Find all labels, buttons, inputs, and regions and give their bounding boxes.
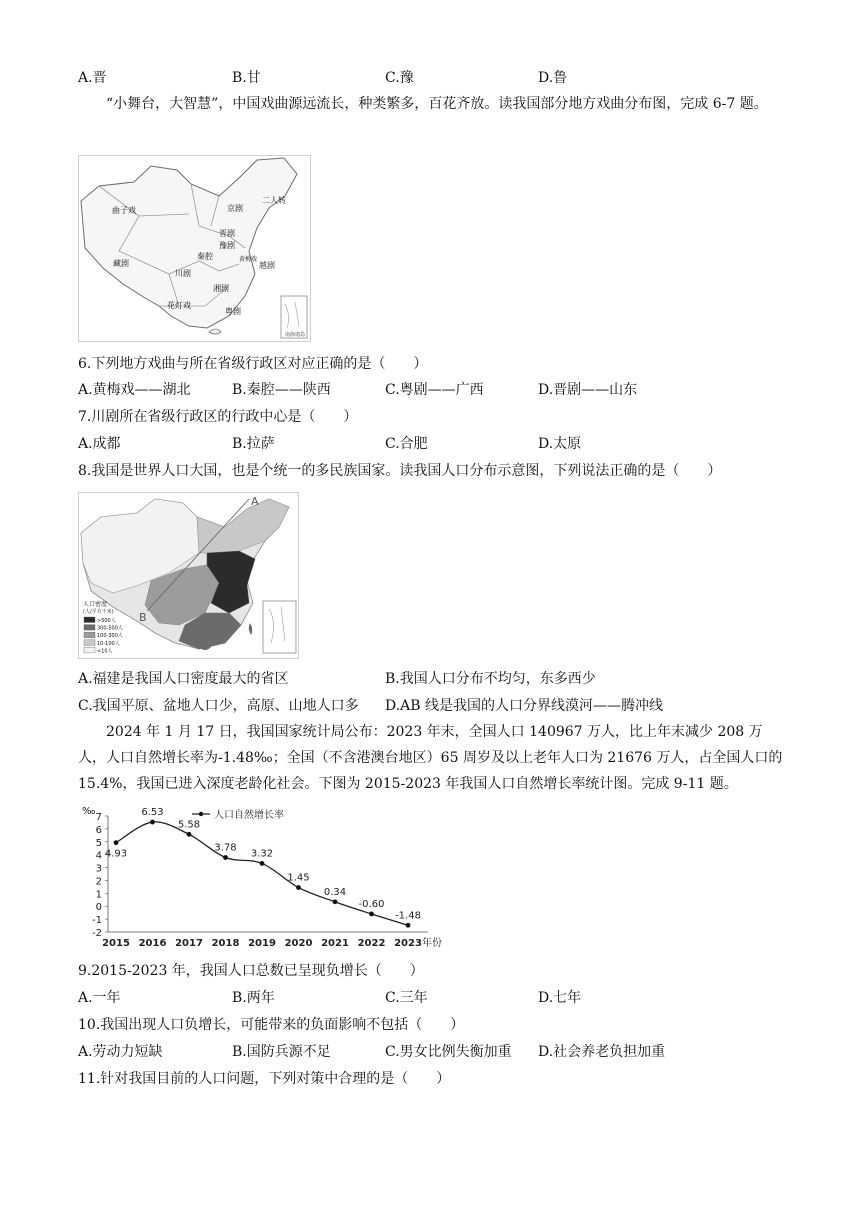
q6-option-d: D.晋剧——山东: [538, 382, 638, 398]
data-point: [223, 855, 228, 860]
opera-label-jingju: 京剧: [227, 204, 243, 213]
opera-map-figure: [78, 155, 311, 342]
x-tick-label: 2021: [321, 938, 349, 949]
legend-title: 人口密度: [83, 601, 108, 608]
x-tick-label: 2022: [357, 938, 386, 949]
data-label: 0.34: [323, 886, 347, 898]
q7-option-b: B.拉萨: [232, 436, 275, 452]
q11-stem: 11.针对我国目前的人口问题，下列对策中合理的是（ ）: [78, 1071, 451, 1087]
q8-option-a: A.福建是我国人口密度最大的省区: [78, 671, 289, 687]
y-tick-label: 5: [95, 837, 102, 849]
q10-option-c: C.男女比例失衡加重: [385, 1044, 512, 1060]
opera-label-yuju: 豫剧: [219, 241, 235, 250]
legend-swatch: [84, 617, 95, 623]
data-label: 5.58: [177, 819, 201, 831]
q8-option-b: B.我国人口分布不均匀，东多西少: [385, 671, 596, 687]
legend-label: 10-100人: [97, 640, 120, 647]
growth-rate-chart-svg: [74, 804, 442, 949]
population-legend: [84, 617, 123, 654]
q8-option-d: D.AB 线是我国的人口分界线漠河——腾冲线: [385, 698, 664, 714]
legend-swatch: [84, 625, 95, 631]
q6-option-b: B.秦腔——陕西: [232, 382, 331, 398]
y-tick-label: 6: [95, 824, 102, 836]
data-label: -0.60: [358, 898, 385, 910]
opera-label-yueju-shaoxing: 越剧: [259, 261, 275, 270]
data-point: [333, 899, 338, 904]
q6-option-a: A.黄梅戏——湖北: [78, 382, 191, 398]
q5-option-d: D.鲁: [538, 70, 568, 86]
population-map-figure: [78, 492, 299, 659]
x-tick-label: 2016: [138, 938, 167, 949]
ab-line-label-b: B: [139, 611, 147, 624]
q7-stem: 7.川剧所在省级行政区的行政中心是（ ）: [78, 409, 358, 425]
q5-option-c: C.豫: [385, 70, 414, 86]
legend-swatch: [84, 632, 95, 638]
legend-unit: (人/平方千米): [83, 609, 114, 615]
x-tick-label: 2020: [284, 938, 313, 949]
y-tick-label: 1: [95, 889, 102, 901]
legend-label: >500人: [97, 618, 116, 624]
population-map: [79, 493, 298, 658]
q8-option-c: C.我国平原、盆地人口少，高原、山地人口多: [78, 698, 359, 714]
q10-stem: 10.我国出现人口负增长，可能带来的负面影响不包括（ ）: [78, 1017, 465, 1033]
q6-stem: 6.下列地方戏曲与所在省级行政区对应正确的是（ ）: [78, 356, 428, 372]
opera-label-quzixi: 曲子戏: [112, 206, 136, 215]
opera-label-huangmeixi: 黄梅戏: [239, 256, 258, 263]
opera-map: [79, 156, 310, 341]
q10-option-d: D.社会养老负担加重: [538, 1044, 666, 1060]
x-tick-label: 2019: [248, 938, 276, 949]
y-tick-label: 3: [95, 863, 102, 875]
legend-marker: [199, 812, 203, 816]
q5-option-a: A.晋: [78, 70, 107, 86]
data-label: 3.78: [214, 842, 237, 854]
x-axis-label: 年份: [422, 938, 442, 949]
q7-option-a: A.成都: [78, 436, 121, 452]
x-tick-label: 2015: [102, 938, 130, 949]
opera-inset-label: 南海诸岛: [285, 332, 306, 338]
q9-option-b: B.两年: [232, 990, 275, 1006]
q9-stem: 9.2015-2023 年，我国人口总数已呈现负增长（ ）: [78, 963, 424, 979]
data-point: [260, 861, 265, 866]
q9-option-c: C.三年: [385, 990, 428, 1006]
data-point: [150, 820, 155, 825]
data-label: 4.93: [104, 848, 128, 860]
intro-6-7: “小舞台，大智慧”，中国戏曲源远流长，种类繁多，百花齐放。读我国部分地方戏曲分布图，完成 6-7 题。: [106, 96, 768, 112]
legend-swatch: [84, 647, 95, 653]
y-tick-label: -1: [92, 915, 102, 927]
opera-label-xiangju: 湘剧: [213, 284, 229, 293]
data-point: [296, 885, 301, 890]
q8-stem: 8.我国是世界人口大国，也是个统一的多民族国家。读我国人口分布示意图，下列说法正确的是（ ）: [78, 463, 722, 479]
data-point: [406, 923, 411, 928]
opera-label-yueju-guangdong: 粤剧: [225, 307, 241, 316]
data-label: 1.45: [287, 872, 310, 884]
q7-option-d: D.太原: [538, 436, 582, 452]
q9-option-d: D.七年: [538, 990, 582, 1006]
x-tick-label: 2018: [211, 938, 240, 949]
y-tick-label: 2: [95, 876, 102, 888]
opera-label-jinju: 晋剧: [219, 229, 235, 238]
growth-rate-chart: [74, 804, 442, 949]
q5-option-b: B.甘: [232, 70, 261, 86]
q10-option-a: A.劳动力短缺: [78, 1044, 163, 1060]
legend-swatch: [84, 640, 95, 646]
data-label: 3.32: [250, 848, 274, 860]
y-tick-label: -2: [92, 928, 102, 939]
opera-label-errenzhuan: 二人转: [262, 196, 286, 205]
x-tick-label: 2017: [175, 938, 203, 949]
data-label: 6.53: [141, 807, 164, 819]
ab-line-label-a: A: [251, 495, 259, 508]
data-point: [369, 912, 374, 917]
data-label: -1.48: [395, 910, 421, 922]
y-tick-label: 4: [95, 850, 102, 862]
opera-label-qinqiang: 秦腔: [197, 252, 213, 261]
q6-option-c: C.粤剧——广西: [385, 382, 484, 398]
y-axis-unit: ‰: [82, 806, 96, 817]
legend-label: <10人: [97, 648, 113, 655]
opera-label-huadengxi: 花灯戏: [167, 301, 191, 310]
data-point: [187, 832, 192, 837]
intro-9-11: 2024 年 1 月 17 日，我国国家统计局公布：2023 年末，全国人口 140967 万人，比上年末减少 208 万人，人口自然增长率为-1.48‰；全国（不含港澳台地区）65 周岁及以上老年人口为 21676 万人，占全国人口的 15.4%，我国已进入深度老龄化社会。下图为 2015-2023 年我国人口自然增长率统计图。完成 9-11 题。: [78, 724, 783, 792]
q10-option-b: B.国防兵源不足: [232, 1044, 331, 1060]
opera-label-chuanju: 川剧: [175, 269, 191, 278]
data-point: [114, 840, 119, 845]
y-tick-label: 7: [95, 812, 102, 823]
opera-label-zangju: 藏剧: [113, 259, 129, 268]
pop-inset-box: [263, 601, 296, 653]
q9-option-a: A.一年: [78, 990, 121, 1006]
legend-label: 人口自然增长率: [214, 810, 284, 821]
x-tick-label: 2023: [394, 938, 422, 949]
q7-option-c: C.合肥: [385, 436, 428, 452]
y-tick-label: 0: [95, 902, 102, 914]
legend-label: 100-300人: [97, 633, 123, 640]
legend-label: 300-500人: [97, 625, 123, 632]
